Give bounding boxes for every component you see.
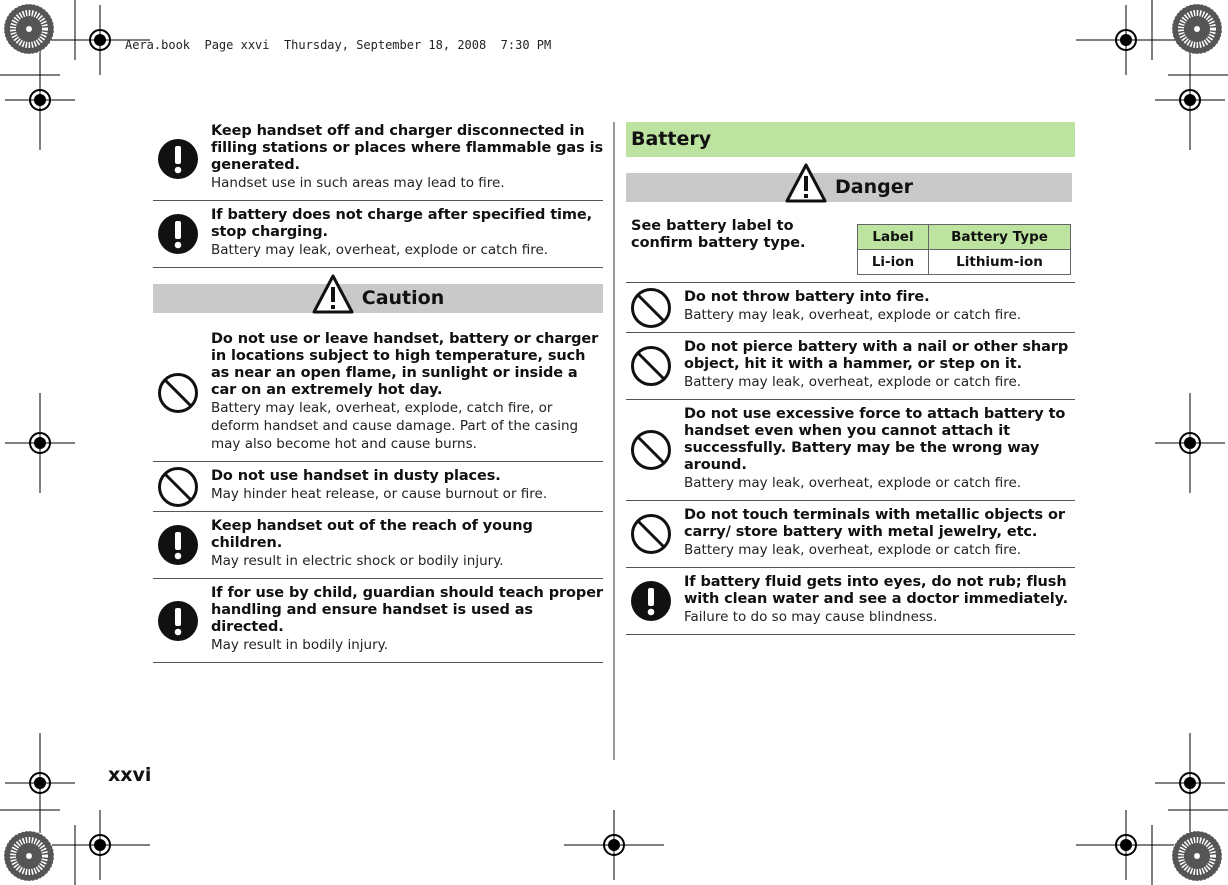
danger-label: Danger <box>835 176 913 198</box>
warning-icon <box>785 163 827 203</box>
section-title: Battery <box>626 122 1075 157</box>
item-title: Do not use or leave handset, battery or charger in locations subject to high temperature, such as near an open flame, in sunlight or inside a car on an extremely hot day. <box>211 331 599 398</box>
item-title: Keep handset off and charger disconnected in filling stations or places where flammable gas is generated. <box>211 123 603 173</box>
list-item <box>153 325 603 462</box>
item-desc: May hinder heat release, or cause burnout or fire. <box>211 486 548 502</box>
item-desc: Battery may leak, overheat, explode or catch fire. <box>684 307 1022 323</box>
danger-band <box>626 173 1072 202</box>
item-title: Do not pierce battery with a nail or other sharp object, hit it with a hammer, or step on it. <box>684 339 1069 372</box>
right-column <box>626 122 1075 635</box>
item-desc: May result in bodily injury. <box>211 637 388 653</box>
mandatory-icon <box>630 580 672 622</box>
table-cell: Lithium-ion <box>929 250 1071 275</box>
item-title: If battery does not charge after specified time, stop charging. <box>211 207 593 240</box>
table-cell: Li-ion <box>858 250 929 275</box>
item-title: Do not use handset in dusty places. <box>211 468 501 484</box>
item-desc: Battery may leak, overheat, explode, catch fire, or deform handset and cause damage. Part of the casing may also become hot and cause burns. <box>211 400 579 452</box>
prohibited-icon <box>630 513 672 555</box>
item-title: Do not touch terminals with metallic objects or carry/ store battery with metal jewelry, etc. <box>684 507 1065 540</box>
item-title: If for use by child, guardian should teach proper handling and ensure handset is used as directed. <box>211 585 603 635</box>
battery-type-block <box>626 202 1075 283</box>
item-desc: Battery may leak, overheat, explode or catch fire. <box>211 242 549 258</box>
list-item <box>153 117 603 201</box>
item-desc: Handset use in such areas may lead to fire. <box>211 175 505 191</box>
left-column <box>153 117 603 663</box>
list-item <box>153 201 603 268</box>
item-title: Do not use excessive force to attach battery to handset even when you cannot attach it successfully. Battery may be the wrong way around. <box>684 406 1066 473</box>
prohibited-icon <box>630 287 672 329</box>
list-item <box>153 579 603 663</box>
table-header: Battery Type <box>929 225 1071 250</box>
mandatory-icon <box>157 213 199 255</box>
prohibited-icon <box>157 372 199 414</box>
prohibited-icon <box>630 345 672 387</box>
page-number: xxvi <box>108 764 152 786</box>
item-desc: Battery may leak, overheat, explode or catch fire. <box>684 542 1022 558</box>
table-header: Label <box>858 225 929 250</box>
item-desc: May result in electric shock or bodily injury. <box>211 553 504 569</box>
list-item <box>626 501 1075 568</box>
prohibited-icon <box>157 466 199 508</box>
mandatory-icon <box>157 600 199 642</box>
list-item <box>626 283 1075 333</box>
confirm-text: See battery label to confirm battery type. <box>631 218 806 251</box>
list-item <box>626 400 1075 501</box>
list-item <box>153 512 603 579</box>
item-desc: Failure to do so may cause blindness. <box>684 609 938 625</box>
list-item <box>153 462 603 512</box>
caution-band <box>153 284 603 313</box>
column-divider <box>613 122 615 760</box>
caution-label: Caution <box>361 287 445 309</box>
warning-icon <box>312 274 354 314</box>
list-item <box>626 568 1075 635</box>
item-desc: Battery may leak, overheat, explode or catch fire. <box>684 374 1022 390</box>
mandatory-icon <box>157 138 199 180</box>
print-header: Aera.book Page xxvi Thursday, September 18, 2008 7:30 PM <box>125 38 552 52</box>
item-desc: Battery may leak, overheat, explode or catch fire. <box>684 475 1022 491</box>
battery-type-table <box>857 224 1071 275</box>
item-title: If battery fluid gets into eyes, do not rub; flush with clean water and see a doctor immediately. <box>684 574 1069 607</box>
item-title: Keep handset out of the reach of young children. <box>211 518 533 551</box>
item-title: Do not throw battery into fire. <box>684 289 930 305</box>
mandatory-icon <box>157 524 199 566</box>
prohibited-icon <box>630 429 672 471</box>
list-item <box>626 333 1075 400</box>
